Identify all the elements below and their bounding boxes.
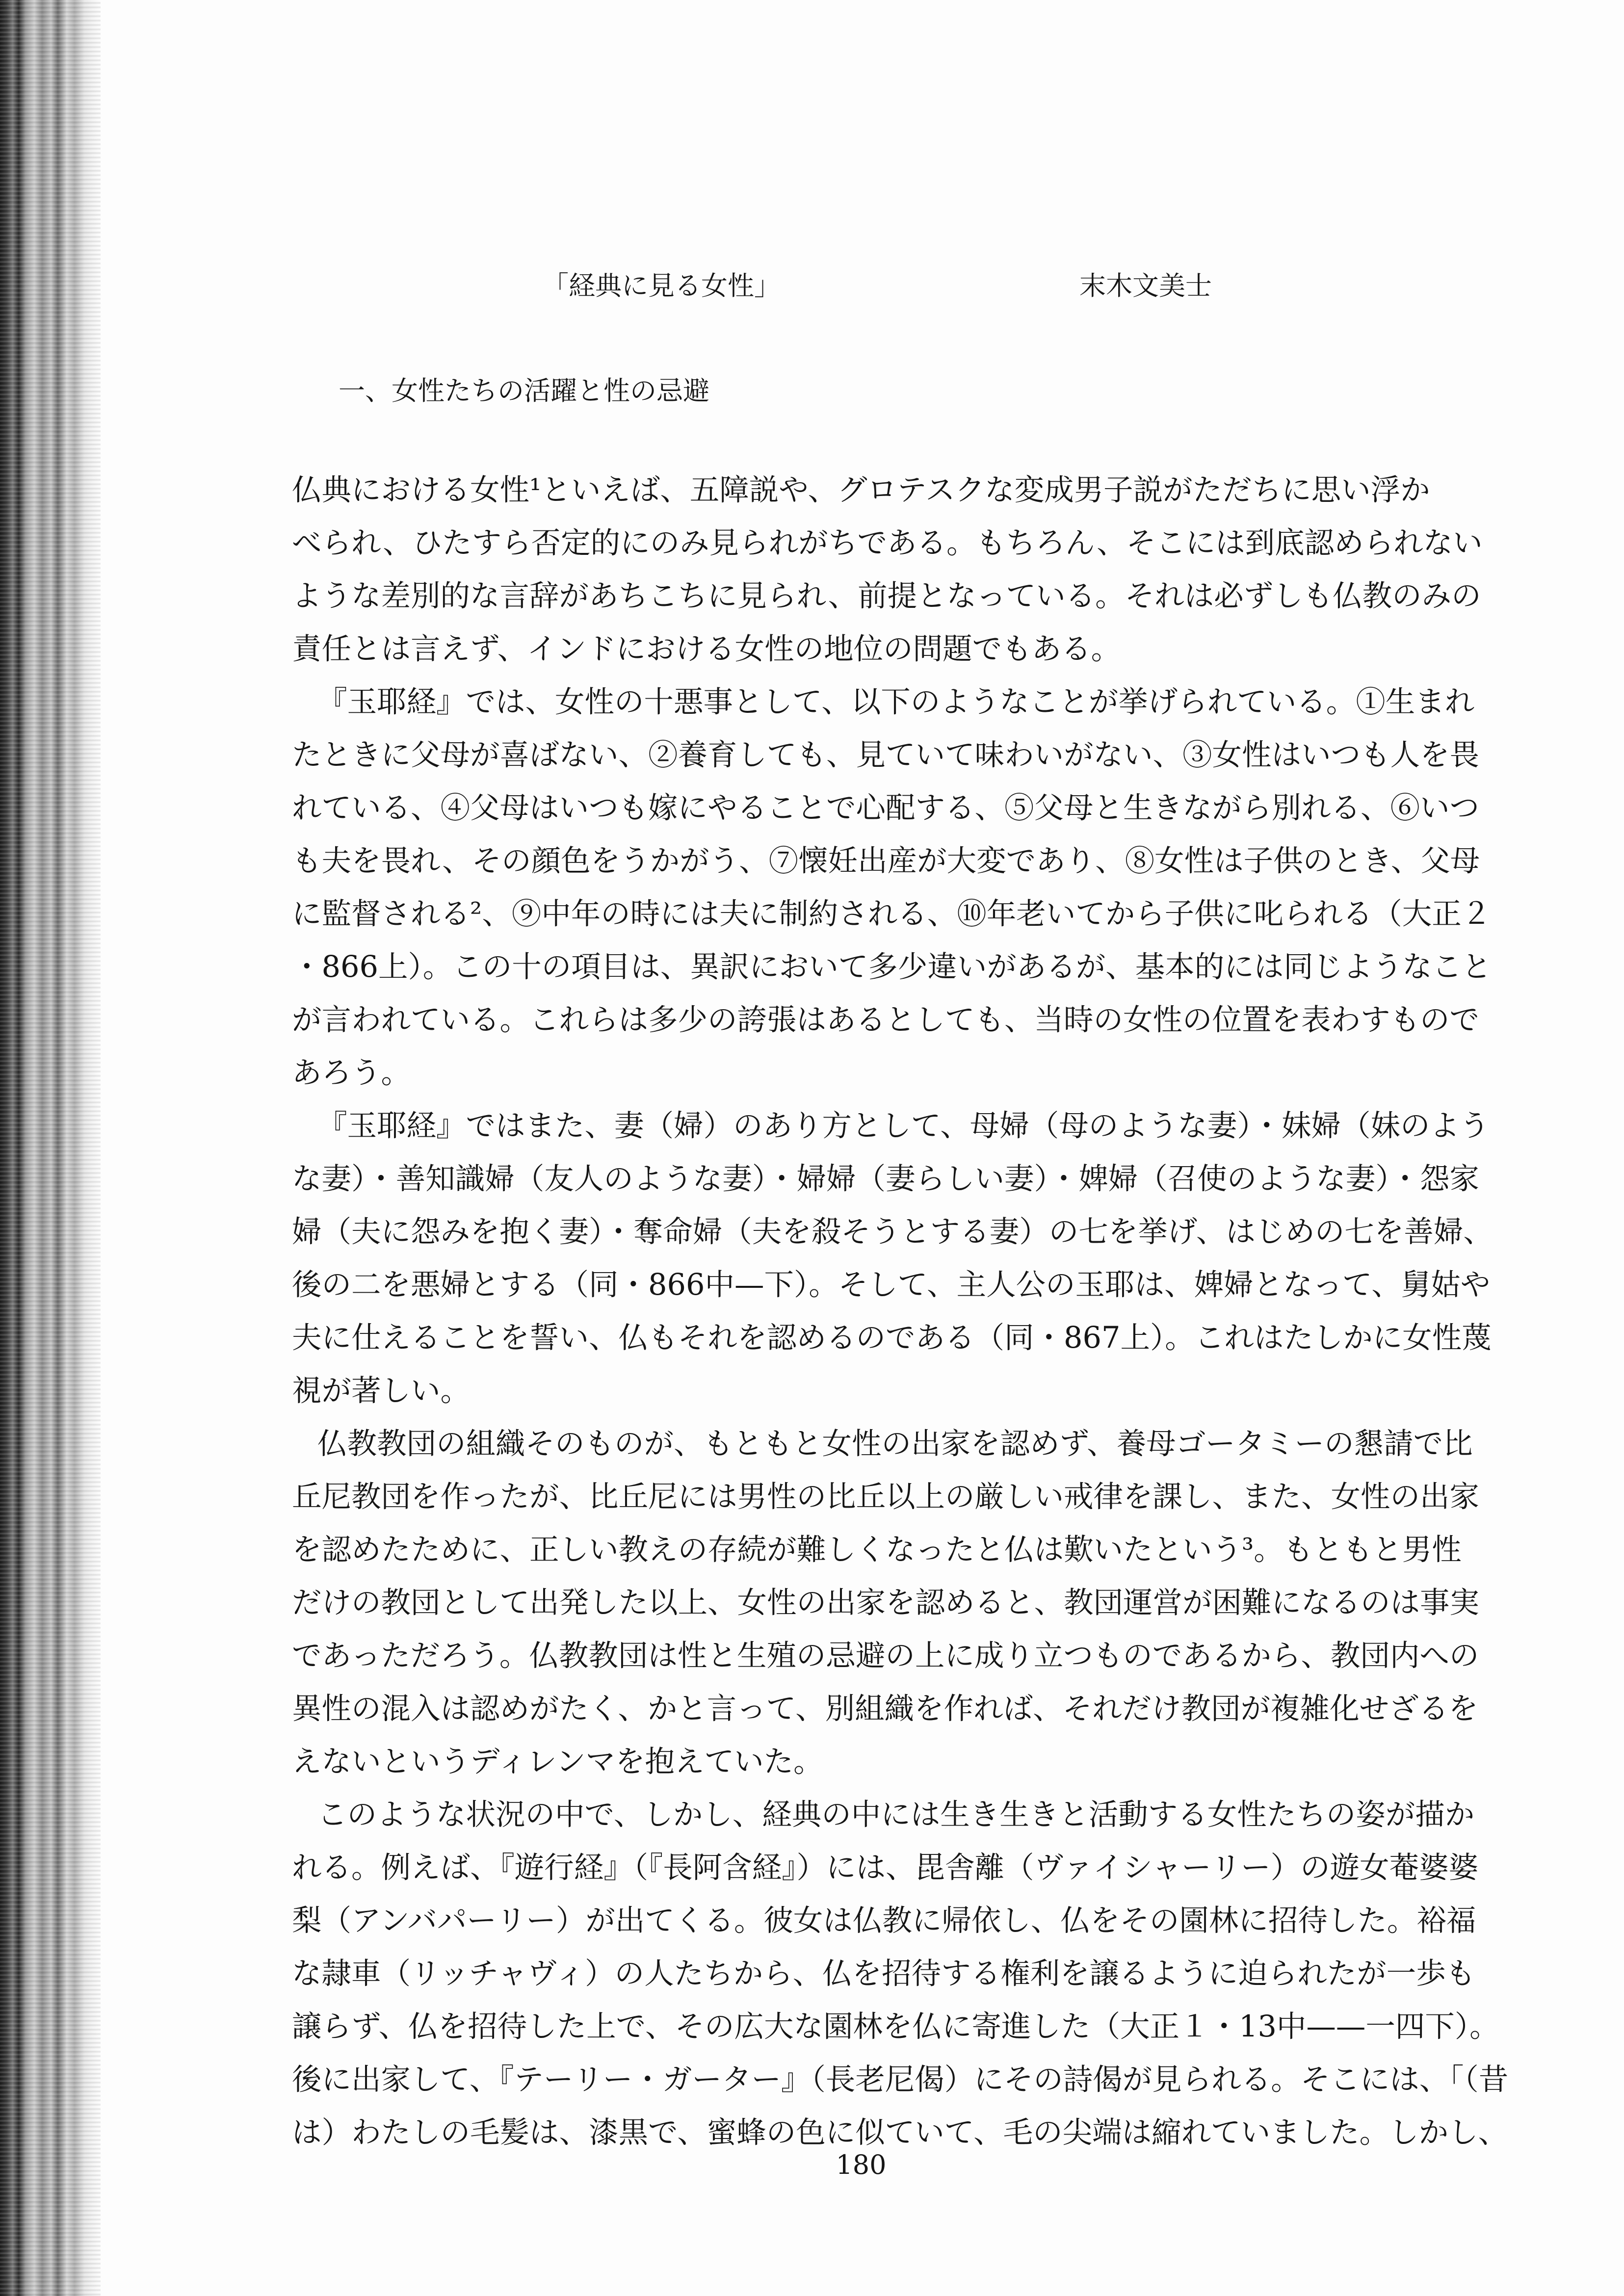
page-number: 180 <box>836 2149 887 2180</box>
text-line: 夫に仕えることを誓い、仏もそれを認めるのである（同・867上）。これはたしかに女性蔑 <box>292 1321 1492 1355</box>
scan-binding-shadow <box>0 0 101 2296</box>
author-name: 末木文美士 <box>1079 270 1212 301</box>
text-line: れている、④父母はいつも嫁にやることで心配する、⑤父母と生きながら別れる、⑥いつ <box>292 791 1479 825</box>
text-line: 婦（夫に怨みを抱く妻）・奪命婦（夫を殺そうとする妻）の七を挙げ、はじめの七を善婦、 <box>292 1215 1493 1249</box>
text-line: たときに父母が喜ばない、②養育しても、見ていて味わいがない、③女性はいつも人を畏 <box>292 738 1479 772</box>
section-heading: 一、女性たちの活躍と性の忌避 <box>339 375 709 406</box>
text-line: は）わたしの毛髪は、漆黒で、蜜蜂の色に似ていて、毛の尖端は縮れていました。しかし、 <box>292 2115 1508 2150</box>
text-line: 丘尼教団を作ったが、比丘尼には男性の比丘以上の厳しい戒律を課し、また、女性の出家 <box>292 1480 1479 1514</box>
text-line: だけの教団として出発した以上、女性の出家を認めると、教団運営が困難になるのは事実 <box>292 1586 1479 1620</box>
text-line: べられ、ひたすら否定的にのみ見られがちである。もちろん、そこには到底認められない <box>292 526 1483 560</box>
text-line: 『玉耶経』ではまた、妻（婦）のあり方として、母婦（母のような妻）・妹婦（妹のよう <box>317 1109 1490 1143</box>
text-line: が言われている。これらは多少の誇張はあるとしても、当時の女性の位置を表わすもので <box>292 1003 1479 1037</box>
text-line: な隷車（リッチャヴィ）の人たちから、仏を招待する権利を譲るように迫られたが一歩も <box>292 1957 1476 1991</box>
body-text <box>292 464 1509 2159</box>
text-line: 異性の混入は認めがたく、かと言って、別組織を作れば、それだけ教団が複雑化せざるを <box>292 1692 1478 1726</box>
text-line: ような差別的な言辞があちこちに見られ、前提となっている。それは必ずしも仏教のみの <box>292 579 1481 613</box>
text-line: 譲らず、仏を招待した上で、その広大な園林を仏に寄進した（大正１・13中——一四下）。 <box>292 2009 1499 2044</box>
text-line: 梨（アンバパーリー）が出てくる。彼女は仏教に帰依し、仏をその園林に招待した。裕福 <box>292 1904 1476 1938</box>
text-line: に監督される²、⑨中年の時には夫に制約される、⑩年老いてから子供に叱られる（大正２ <box>292 897 1492 931</box>
text-line: 視が著しい。 <box>292 1374 470 1408</box>
text-line: えないというディレンマを抱えていた。 <box>292 1745 823 1779</box>
text-line: ・866上）。この十の項目は、異訳において多少違いがあるが、基本的には同じようなこと <box>292 950 1492 984</box>
text-line: を認めたために、正しい教えの存続が難しくなったと仏は歎いたという³。もともと男性 <box>292 1533 1462 1567</box>
text-line: 後の二を悪婦とする（同・866中—下）。そして、主人公の玉耶は、婢婦となって、舅姑や <box>292 1268 1491 1302</box>
text-line: れる。例えば、『遊行経』（『長阿含経』）には、毘舎離（ヴァイシャーリー）の遊女菴婆婆 <box>292 1851 1479 1885</box>
text-line: このような状況の中で、しかし、経典の中には生き生きと活動する女性たちの姿が描か <box>317 1798 1475 1832</box>
text-line: あろう。 <box>292 1056 411 1090</box>
text-line: 『玉耶経』では、女性の十悪事として、以下のようなことが挙げられている。①生まれ <box>317 685 1475 719</box>
article-title: 「経典に見る女性」 <box>542 270 781 301</box>
text-line: な妻）・善知識婦（友人のような妻）・婦婦（妻らしい妻）・婢婦（召使のような妻）・怨家 <box>292 1162 1479 1196</box>
text-line: 後に出家して、『テーリー・ガーター』（長老尼偈）にその詩偈が見られる。そこには、「（昔 <box>292 2062 1509 2097</box>
text-line: であっただろう。仏教教団は性と生殖の忌避の上に成り立つものであるから、教団内への <box>292 1639 1479 1673</box>
text-line: 仏典における女性¹といえば、五障説や、グロテスクな変成男子説がただちに思い浮か <box>292 473 1430 507</box>
text-line: 責任とは言えず、インドにおける女性の地位の問題でもある。 <box>292 632 1121 666</box>
text-line: 仏教教団の組織そのものが、もともと女性の出家を認めず、養母ゴータミーの懇請で比 <box>317 1427 1473 1461</box>
text-line: も夫を畏れ、その顔色をうかがう、⑦懐妊出産が大変であり、⑧女性は子供のとき、父母 <box>292 844 1480 878</box>
